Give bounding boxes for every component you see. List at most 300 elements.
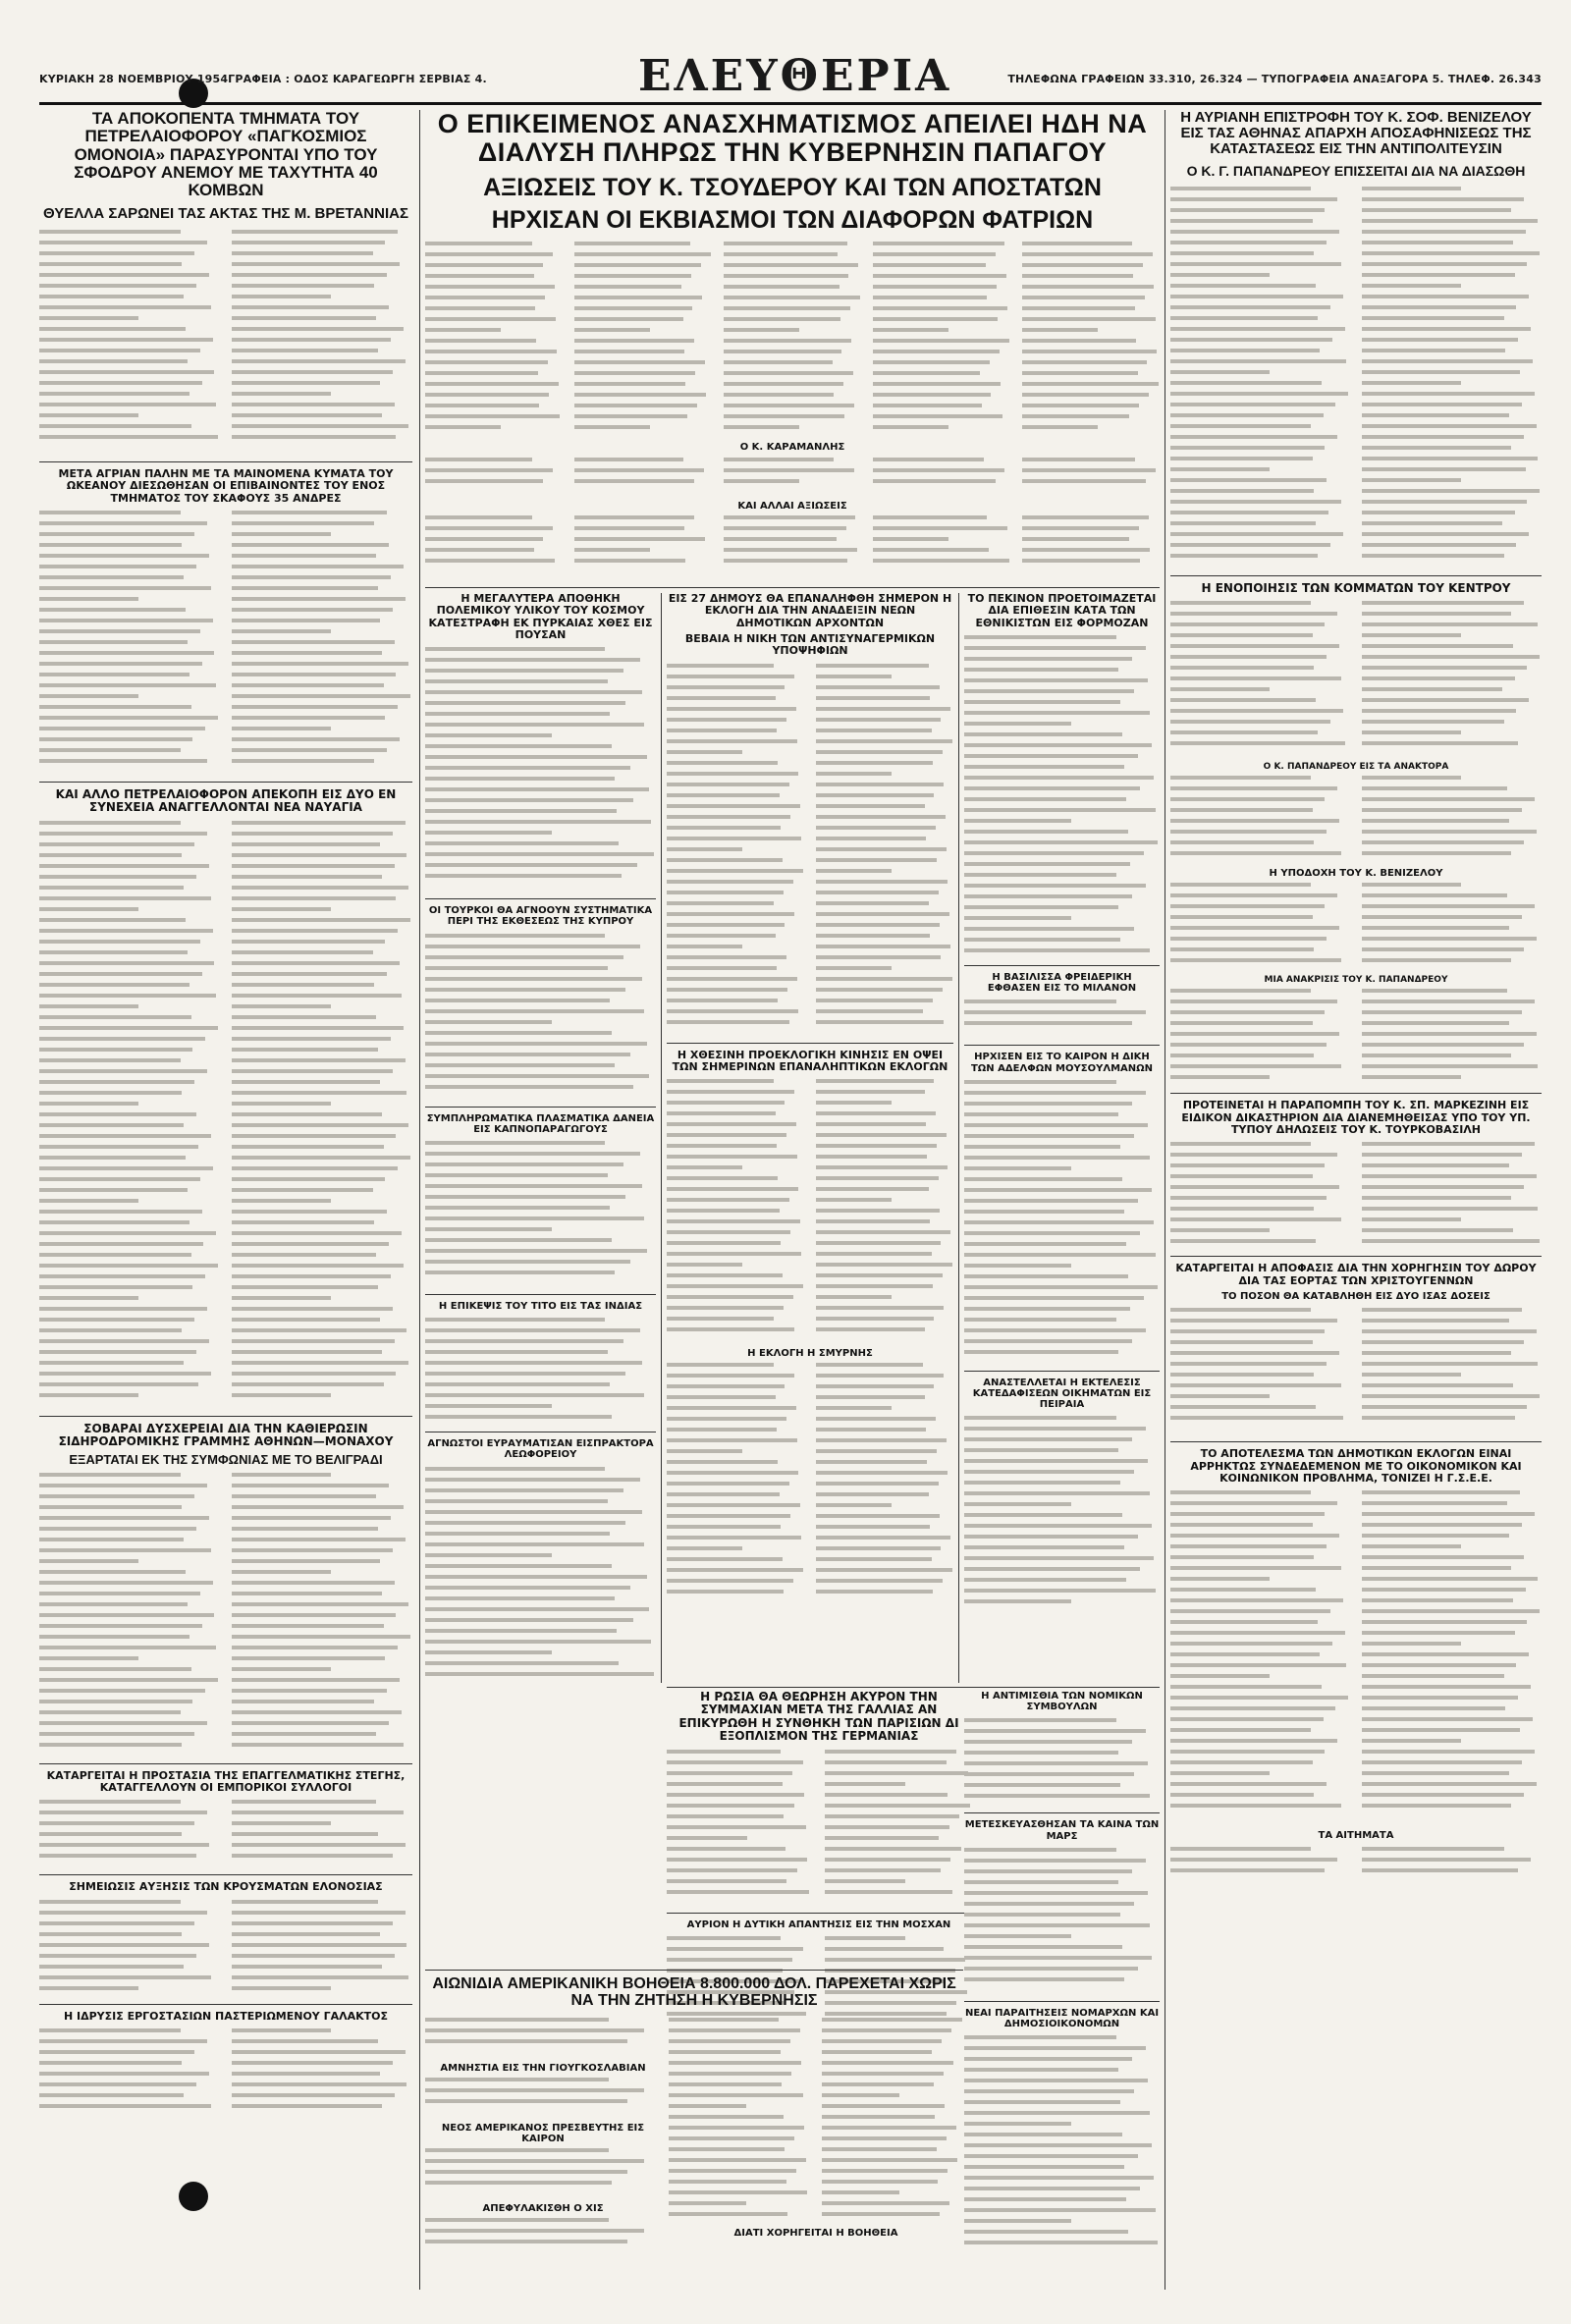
text-line-placeholder bbox=[1170, 1782, 1327, 1786]
text-line-placeholder bbox=[39, 1667, 191, 1671]
text-line-placeholder bbox=[39, 821, 181, 825]
center-lead bbox=[425, 110, 1160, 581]
text-line-placeholder bbox=[667, 1825, 806, 1829]
text-line-placeholder bbox=[574, 296, 702, 299]
text-line-placeholder bbox=[964, 1859, 1146, 1863]
text-line-placeholder bbox=[964, 1091, 1146, 1095]
text-line-placeholder bbox=[39, 1264, 218, 1268]
text-line-placeholder bbox=[425, 2078, 609, 2081]
text-line-placeholder bbox=[1362, 219, 1538, 223]
text-line-placeholder bbox=[964, 1751, 1118, 1755]
text-line-placeholder bbox=[425, 1009, 644, 1013]
text-line-placeholder bbox=[816, 1263, 952, 1267]
left-article-1-body bbox=[39, 230, 412, 456]
text-line-placeholder bbox=[964, 1934, 1071, 1938]
text-line-placeholder bbox=[724, 468, 854, 472]
text-line-placeholder bbox=[1170, 1793, 1314, 1797]
text-line-placeholder bbox=[232, 683, 384, 687]
text-line-placeholder bbox=[724, 263, 858, 267]
text-line-placeholder bbox=[425, 977, 642, 981]
text-line-placeholder bbox=[232, 994, 402, 998]
text-line-placeholder bbox=[39, 1710, 181, 1714]
text-line-placeholder bbox=[825, 1814, 959, 1818]
text-line-placeholder bbox=[1362, 511, 1515, 514]
text-line-placeholder bbox=[232, 327, 404, 331]
text-line-placeholder bbox=[1022, 328, 1098, 332]
text-line-placeholder bbox=[964, 1166, 1071, 1170]
text-line-placeholder bbox=[822, 2093, 899, 2097]
text-line-placeholder bbox=[1362, 543, 1516, 547]
text-line-placeholder bbox=[39, 1932, 182, 1936]
center-a2-body bbox=[667, 664, 953, 1037]
text-line-placeholder bbox=[1362, 273, 1515, 277]
text-line-placeholder bbox=[667, 1176, 778, 1180]
text-line-placeholder bbox=[964, 1535, 1138, 1539]
text-line-placeholder bbox=[667, 1187, 798, 1191]
right-divider-4 bbox=[1170, 1441, 1542, 1442]
text-line-placeholder bbox=[232, 832, 393, 836]
text-line-placeholder bbox=[39, 748, 181, 752]
text-line-placeholder bbox=[816, 1557, 932, 1561]
text-line-placeholder bbox=[964, 2100, 1120, 2104]
text-line-placeholder bbox=[822, 2147, 937, 2151]
text-line-placeholder bbox=[1170, 1750, 1325, 1754]
text-line-placeholder bbox=[1170, 1340, 1313, 1344]
text-line-placeholder bbox=[39, 381, 202, 385]
text-line-placeholder bbox=[1362, 741, 1518, 745]
text-line-placeholder bbox=[39, 1721, 207, 1725]
text-line-placeholder bbox=[1362, 1490, 1520, 1494]
text-line-placeholder bbox=[39, 1210, 202, 1214]
center-a11-body bbox=[425, 2078, 661, 2117]
text-line-placeholder bbox=[667, 1111, 776, 1115]
text-line-placeholder bbox=[1170, 786, 1337, 790]
text-line-placeholder bbox=[822, 2169, 948, 2173]
text-line-placeholder bbox=[825, 1782, 905, 1786]
text-line-placeholder bbox=[232, 842, 380, 846]
text-line-placeholder bbox=[232, 1112, 382, 1116]
right-article-4-body bbox=[1170, 883, 1542, 971]
text-line-placeholder bbox=[825, 1858, 950, 1862]
text-line-placeholder bbox=[39, 1037, 205, 1041]
text-line-placeholder bbox=[667, 793, 780, 797]
text-line-placeholder bbox=[816, 1187, 929, 1191]
text-line-placeholder bbox=[669, 2158, 806, 2162]
text-line-placeholder bbox=[232, 1026, 404, 1030]
text-line-placeholder bbox=[39, 972, 202, 976]
text-line-placeholder bbox=[39, 694, 138, 698]
text-line-placeholder bbox=[724, 306, 850, 310]
text-line-placeholder bbox=[232, 1667, 331, 1671]
text-line-placeholder bbox=[667, 1133, 786, 1137]
text-line-placeholder bbox=[39, 2093, 184, 2097]
text-line-placeholder bbox=[964, 786, 1140, 790]
text-line-placeholder bbox=[1170, 1760, 1313, 1764]
text-line-placeholder bbox=[1170, 1631, 1345, 1635]
text-line-placeholder bbox=[964, 1513, 1122, 1517]
text-line-placeholder bbox=[1170, 958, 1341, 962]
text-line-placeholder bbox=[232, 1134, 396, 1138]
text-line-placeholder bbox=[39, 662, 202, 666]
right-divider-3 bbox=[1170, 1256, 1542, 1257]
text-line-placeholder bbox=[39, 403, 216, 406]
text-line-placeholder bbox=[232, 565, 404, 568]
text-line-placeholder bbox=[425, 458, 532, 461]
text-line-placeholder bbox=[964, 646, 1146, 650]
text-line-placeholder bbox=[667, 783, 789, 786]
text-line-placeholder bbox=[39, 961, 214, 965]
text-line-placeholder bbox=[232, 1037, 391, 1041]
text-line-placeholder bbox=[816, 1525, 930, 1529]
text-line-placeholder bbox=[964, 1902, 1134, 1906]
text-line-placeholder bbox=[1022, 526, 1139, 530]
right-headline-10: ΤΑ ΑΙΤΗΜΑΤΑ bbox=[1318, 1830, 1394, 1842]
text-line-placeholder bbox=[232, 1921, 393, 1925]
text-line-placeholder bbox=[667, 804, 800, 808]
text-line-placeholder bbox=[669, 2212, 787, 2216]
text-line-placeholder bbox=[232, 1274, 391, 1278]
text-line-placeholder bbox=[425, 1640, 651, 1644]
text-line-placeholder bbox=[667, 999, 778, 1002]
left-headline-8: ΣΗΜΕΙΩΣΙΣ ΑΥΞΗΣΙΣ ΤΩΝ ΚΡΟΥΣΜΑΤΩΝ ΕΛΟΝΟΣΙΑΣ bbox=[69, 1880, 383, 1894]
text-line-placeholder bbox=[1362, 197, 1524, 201]
left-headline-5: ΣΟΒΑΡΑΙ ΔΥΣΧΕΡΕΙΑΙ ΔΙΑ ΤΗΝ ΚΑΘΙΕΡΩΣΙΝ ΣΙΔΗΡΟΔΡΟΜΙΚΗΣ ΓΡΑΜΜΗΣ ΑΘΗΝΩΝ—ΜΟΝΑΧΟΥ bbox=[58, 1421, 394, 1449]
text-line-placeholder bbox=[667, 1417, 786, 1421]
text-line-placeholder bbox=[232, 1678, 400, 1682]
text-line-placeholder bbox=[1362, 230, 1526, 234]
center-a17-body bbox=[964, 1080, 1160, 1365]
text-line-placeholder bbox=[724, 526, 846, 530]
text-line-placeholder bbox=[667, 955, 786, 959]
text-line-placeholder bbox=[574, 479, 694, 483]
text-line-placeholder bbox=[816, 1449, 937, 1453]
text-line-placeholder bbox=[669, 2093, 803, 2097]
text-line-placeholder bbox=[964, 1021, 1132, 1025]
text-line-placeholder bbox=[669, 2201, 746, 2205]
text-line-placeholder bbox=[232, 262, 400, 266]
text-line-placeholder bbox=[39, 575, 184, 579]
text-line-placeholder bbox=[425, 874, 622, 878]
text-line-placeholder bbox=[232, 1339, 395, 1343]
text-line-placeholder bbox=[39, 994, 216, 998]
text-line-placeholder bbox=[425, 1350, 608, 1354]
text-line-placeholder bbox=[39, 1242, 203, 1246]
text-line-placeholder bbox=[816, 847, 947, 851]
center-divider-aid bbox=[425, 1970, 963, 1971]
text-line-placeholder bbox=[964, 1470, 1134, 1474]
text-line-placeholder bbox=[574, 274, 691, 278]
text-line-placeholder bbox=[39, 1602, 188, 1606]
text-line-placeholder bbox=[816, 1009, 923, 1013]
text-line-placeholder bbox=[822, 2136, 947, 2140]
text-line-placeholder bbox=[425, 723, 644, 727]
text-line-placeholder bbox=[39, 2028, 181, 2032]
text-line-placeholder bbox=[1362, 187, 1461, 190]
text-line-placeholder bbox=[1362, 1739, 1461, 1743]
text-line-placeholder bbox=[39, 1986, 138, 1990]
text-line-placeholder bbox=[232, 896, 396, 900]
text-line-placeholder bbox=[232, 1811, 404, 1814]
text-line-placeholder bbox=[964, 1307, 1130, 1311]
text-line-placeholder bbox=[1170, 893, 1337, 897]
text-line-placeholder bbox=[964, 1220, 1154, 1224]
text-line-placeholder bbox=[39, 1004, 138, 1008]
text-line-placeholder bbox=[1362, 1609, 1540, 1613]
text-line-placeholder bbox=[816, 793, 934, 797]
center-a-divider-2 bbox=[425, 1107, 656, 1108]
text-line-placeholder bbox=[39, 1624, 202, 1628]
text-line-placeholder bbox=[39, 1484, 207, 1487]
text-line-placeholder bbox=[1362, 958, 1511, 962]
text-line-placeholder bbox=[232, 1965, 382, 1969]
text-line-placeholder bbox=[425, 988, 625, 992]
text-line-placeholder bbox=[39, 1548, 211, 1552]
text-line-placeholder bbox=[667, 1879, 786, 1883]
text-line-placeholder bbox=[232, 543, 389, 547]
text-line-placeholder bbox=[1362, 435, 1524, 439]
text-line-placeholder bbox=[816, 664, 929, 668]
left-headline-3: ΜΕΤΑ ΑΓΡΙΑΝ ΠΑΛΗΝ ΜΕ ΤΑ ΜΑΙΝΟΜΕΝΑ ΚΥΜΑΤΑ ΤΟΥ ΩΚΕΑΝΟΥ ΔΙΕΣΩΘΗΣΑΝ ΟΙ ΕΠΙΒΑΙΝΟΝΤΕΣ ΤΟΥ ΕΝΟΣ ΤΜΗΜΑΤΟΣ ΤΟΥ ΣΚΑΦΟΥΣ 35 ΑΝΔΡΕΣ bbox=[58, 466, 394, 505]
text-line-placeholder bbox=[39, 565, 196, 568]
text-line-placeholder bbox=[1170, 284, 1316, 288]
text-line-placeholder bbox=[964, 635, 1116, 639]
text-line-placeholder bbox=[39, 532, 194, 536]
text-line-placeholder bbox=[1170, 1021, 1313, 1025]
text-line-placeholder bbox=[667, 880, 793, 884]
text-line-placeholder bbox=[232, 1296, 331, 1300]
text-line-placeholder bbox=[964, 689, 1134, 693]
text-line-placeholder bbox=[1170, 1523, 1313, 1527]
text-line-placeholder bbox=[822, 2082, 934, 2086]
text-line-placeholder bbox=[232, 1602, 408, 1606]
text-line-placeholder bbox=[39, 273, 209, 277]
text-line-placeholder bbox=[816, 891, 939, 894]
text-line-placeholder bbox=[232, 1177, 385, 1181]
center-a21-headline: ΝΕΑΙ ΠΑΡΑΙΤΗΣΕΙΣ ΝΟΜΑΡΧΩΝ ΚΑΙ ΔΗΜΟΣΙΟΙΚΟΝΟΜΩΝ bbox=[964, 2007, 1160, 2029]
text-line-placeholder bbox=[1170, 359, 1346, 363]
text-line-placeholder bbox=[825, 1750, 956, 1754]
text-line-placeholder bbox=[667, 1836, 747, 1840]
text-line-placeholder bbox=[1362, 687, 1502, 691]
text-line-placeholder bbox=[964, 905, 1118, 909]
text-line-placeholder bbox=[667, 934, 776, 938]
masthead-date-address: ΚΥΡΙΑΚΗ 28 ΝΟΕΜΒΡΙΟΥ 1954ΓΡΑΦΕΙΑ : ΟΔΟΣ ΚΑΡΑΓΕΩΡΓΗ ΣΕΡΒΙΑΣ 4. bbox=[39, 73, 487, 85]
text-line-placeholder bbox=[425, 1521, 625, 1525]
text-line-placeholder bbox=[816, 934, 930, 938]
center-a7-body bbox=[425, 1318, 656, 1426]
text-line-placeholder bbox=[1362, 1782, 1537, 1786]
text-line-placeholder bbox=[1362, 612, 1511, 616]
text-line-placeholder bbox=[964, 1123, 1148, 1127]
text-line-placeholder bbox=[425, 1661, 619, 1665]
text-line-placeholder bbox=[816, 1295, 892, 1299]
center-a2-headline: ΕΙΣ 27 ΔΗΜΟΥΣ ΘΑ ΕΠΑΝΑΛΗΦΘΗ ΣΗΜΕΡΟΝ Η ΕΚΛΟΓΗ ΔΙΑ ΤΗΝ ΑΝΑΔΕΙΞΙΝ ΝΕΩΝ ΔΗΜΟΤΙΚΩΝ ΑΡΧΟΝΤΩΝ bbox=[668, 593, 952, 629]
text-line-placeholder bbox=[1362, 370, 1520, 374]
text-line-placeholder bbox=[964, 884, 1146, 888]
text-line-placeholder bbox=[425, 479, 543, 483]
text-line-placeholder bbox=[232, 1732, 376, 1736]
text-line-placeholder bbox=[724, 242, 847, 245]
text-line-placeholder bbox=[1022, 263, 1143, 267]
text-line-placeholder bbox=[667, 1514, 790, 1518]
text-line-placeholder bbox=[816, 1471, 948, 1475]
text-line-placeholder bbox=[1362, 1054, 1511, 1057]
text-line-placeholder bbox=[964, 1491, 1150, 1495]
text-line-placeholder bbox=[232, 1800, 376, 1804]
text-line-placeholder bbox=[1170, 720, 1330, 724]
left-article-6-body bbox=[39, 1900, 412, 1998]
text-line-placeholder bbox=[39, 1166, 213, 1170]
text-line-placeholder bbox=[574, 285, 681, 289]
text-line-placeholder bbox=[425, 1216, 644, 1220]
text-line-placeholder bbox=[39, 1821, 194, 1825]
text-line-placeholder bbox=[669, 2126, 804, 2130]
masthead-rule bbox=[39, 102, 1542, 105]
text-line-placeholder bbox=[1022, 274, 1133, 278]
left-headline-2: ΘΥΕΛΛΑ ΣΑΡΩΝΕΙ ΤΑΣ ΑΚΤΑΣ ΤΗΣ Μ. ΒΡΕΤΑΝΝΙΑΣ bbox=[43, 204, 408, 222]
text-line-placeholder bbox=[964, 1761, 1148, 1765]
text-line-placeholder bbox=[1362, 1512, 1535, 1516]
text-line-placeholder bbox=[1170, 1196, 1327, 1200]
text-line-placeholder bbox=[1362, 1196, 1511, 1200]
text-line-placeholder bbox=[39, 1975, 211, 1979]
text-line-placeholder bbox=[1170, 1566, 1341, 1570]
text-line-placeholder bbox=[232, 597, 406, 601]
right-article-8-body bbox=[1170, 1490, 1542, 1824]
text-line-placeholder bbox=[1170, 1598, 1343, 1602]
text-line-placeholder bbox=[425, 548, 534, 552]
text-line-placeholder bbox=[1362, 554, 1504, 558]
text-line-placeholder bbox=[232, 629, 331, 633]
text-line-placeholder bbox=[232, 1932, 380, 1936]
text-line-placeholder bbox=[964, 1783, 1120, 1787]
text-line-placeholder bbox=[39, 1921, 194, 1925]
text-line-placeholder bbox=[816, 999, 933, 1002]
text-line-placeholder bbox=[39, 1318, 194, 1322]
text-line-placeholder bbox=[964, 1328, 1146, 1332]
text-line-placeholder bbox=[816, 1230, 950, 1234]
text-line-placeholder bbox=[425, 1650, 552, 1654]
text-line-placeholder bbox=[1170, 1228, 1270, 1232]
text-line-placeholder bbox=[816, 1176, 939, 1180]
text-line-placeholder bbox=[232, 1943, 406, 1947]
text-line-placeholder bbox=[667, 1284, 803, 1288]
text-line-placeholder bbox=[964, 732, 1122, 736]
text-line-placeholder bbox=[964, 808, 1156, 812]
center-a1-headline: Η ΜΕΓΑΛΥΤΕΡΑ ΑΠΟΘΗΚΗ ΠΟΛΕΜΙΚΟΥ ΥΛΙΚΟΥ ΤΟΥ ΚΟΣΜΟΥ ΚΑΤΕΣΤΡΑΦΗ ΕΚ ΠΥΡΚΑΙΑΣ ΧΘΕΣ ΕΙΣ ΠΟΥΣΑΝ bbox=[428, 593, 653, 641]
text-line-placeholder bbox=[1362, 446, 1511, 450]
text-line-placeholder bbox=[667, 1230, 790, 1234]
text-line-placeholder bbox=[39, 1102, 138, 1106]
center-a9-body bbox=[667, 1750, 971, 1907]
left-headline-9: Η ΙΔΡΥΣΙΣ ΕΡΓΟΣΤΑΣΙΩΝ ΠΑΣΤΕΡΙΩΜΕΝΟΥ ΓΑΛΑΚΤΟΣ bbox=[63, 2009, 389, 2023]
text-line-placeholder bbox=[1170, 435, 1337, 439]
text-line-placeholder bbox=[39, 1199, 138, 1203]
text-line-placeholder bbox=[1362, 1185, 1524, 1189]
text-line-placeholder bbox=[39, 1732, 194, 1736]
text-line-placeholder bbox=[964, 657, 1132, 661]
text-line-placeholder bbox=[232, 1307, 393, 1311]
text-line-placeholder bbox=[667, 1020, 789, 1024]
text-line-placeholder bbox=[232, 284, 374, 288]
text-line-placeholder bbox=[39, 705, 191, 709]
text-line-placeholder bbox=[232, 875, 382, 879]
center-aid bbox=[425, 1975, 963, 2299]
text-line-placeholder bbox=[822, 2104, 945, 2108]
text-line-placeholder bbox=[1170, 1804, 1341, 1808]
text-line-placeholder bbox=[964, 2057, 1132, 2061]
text-line-placeholder bbox=[1362, 424, 1537, 428]
text-line-placeholder bbox=[232, 1264, 404, 1268]
left-divider-2 bbox=[39, 782, 412, 783]
text-line-placeholder bbox=[964, 1000, 1116, 1003]
text-line-placeholder bbox=[425, 1318, 605, 1322]
text-line-placeholder bbox=[425, 252, 553, 256]
text-line-placeholder bbox=[39, 1123, 184, 1127]
text-line-placeholder bbox=[232, 608, 393, 612]
text-line-placeholder bbox=[232, 907, 331, 911]
text-line-placeholder bbox=[1170, 1652, 1320, 1656]
text-line-placeholder bbox=[816, 1090, 925, 1094]
text-line-placeholder bbox=[1362, 316, 1504, 320]
text-line-placeholder bbox=[1170, 797, 1325, 801]
text-line-placeholder bbox=[1362, 1043, 1524, 1047]
text-line-placeholder bbox=[1170, 1075, 1270, 1079]
text-line-placeholder bbox=[232, 748, 387, 752]
text-line-placeholder bbox=[1362, 1075, 1461, 1079]
left-article-2-body bbox=[39, 511, 412, 776]
text-line-placeholder bbox=[1022, 548, 1150, 552]
text-line-placeholder bbox=[425, 1478, 640, 1482]
text-line-placeholder bbox=[232, 1210, 387, 1214]
text-line-placeholder bbox=[816, 685, 940, 689]
text-line-placeholder bbox=[667, 1858, 807, 1862]
text-line-placeholder bbox=[816, 1406, 892, 1410]
text-line-placeholder bbox=[574, 458, 683, 461]
text-line-placeholder bbox=[425, 468, 553, 472]
text-line-placeholder bbox=[816, 1111, 936, 1115]
text-line-placeholder bbox=[39, 1220, 190, 1224]
text-line-placeholder bbox=[39, 1516, 209, 1520]
text-line-placeholder bbox=[574, 242, 690, 245]
text-line-placeholder bbox=[39, 608, 186, 612]
text-line-placeholder bbox=[1362, 1383, 1513, 1387]
text-line-placeholder bbox=[1170, 1207, 1314, 1211]
text-line-placeholder bbox=[1362, 1544, 1461, 1548]
text-line-placeholder bbox=[816, 1079, 934, 1083]
text-line-placeholder bbox=[232, 759, 374, 763]
text-line-placeholder bbox=[816, 696, 930, 700]
text-line-placeholder bbox=[1022, 350, 1157, 353]
text-line-placeholder bbox=[964, 2079, 1148, 2082]
text-line-placeholder bbox=[669, 2147, 785, 2151]
text-line-placeholder bbox=[964, 1416, 1116, 1420]
text-line-placeholder bbox=[39, 1900, 181, 1904]
text-line-placeholder bbox=[667, 1263, 742, 1267]
text-line-placeholder bbox=[724, 414, 844, 418]
text-line-placeholder bbox=[1170, 1577, 1270, 1581]
text-line-placeholder bbox=[1170, 1373, 1314, 1377]
text-line-placeholder bbox=[232, 1559, 380, 1563]
text-line-placeholder bbox=[1170, 1663, 1346, 1667]
center-c-divider-2 bbox=[964, 1045, 1160, 1046]
text-line-placeholder bbox=[39, 716, 218, 720]
text-line-placeholder bbox=[1170, 338, 1332, 342]
text-line-placeholder bbox=[816, 901, 929, 905]
text-line-placeholder bbox=[964, 700, 1120, 704]
text-line-placeholder bbox=[1170, 687, 1270, 691]
text-line-placeholder bbox=[232, 251, 373, 255]
